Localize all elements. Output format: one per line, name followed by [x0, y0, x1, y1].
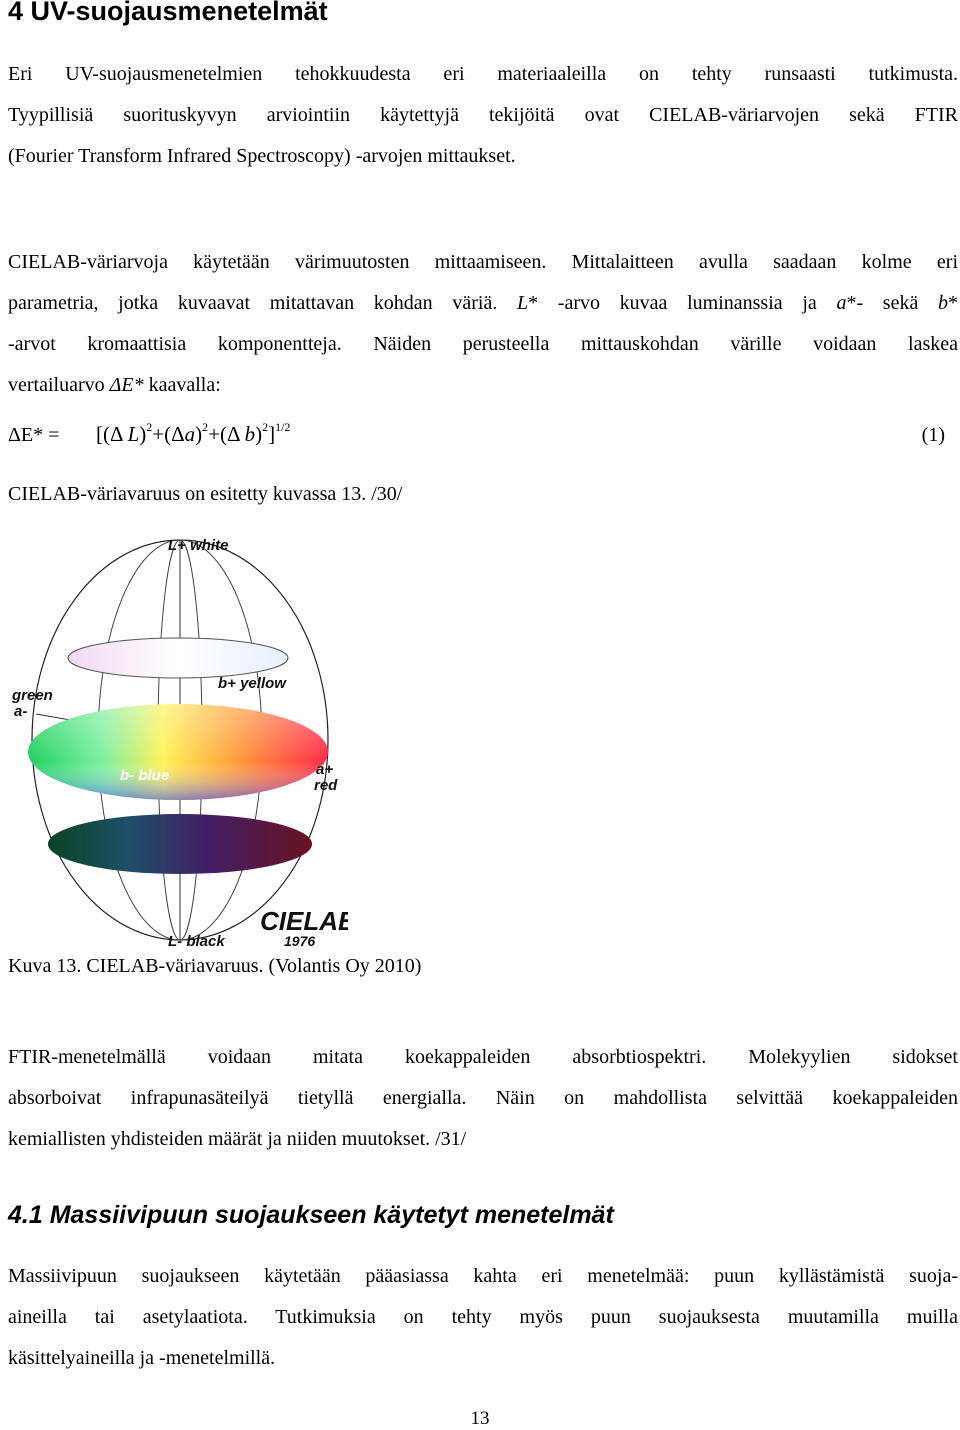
eq-exp-1: 2 [146, 420, 153, 434]
cielab-line-1: CIELAB-väriarvoja käytetään värimuutosten mittaamiseen. Mittalaitteen avulla saadaan kolme eri [8, 251, 958, 273]
intro-line-1: Eri UV-suojausmenetelmien tehokkuudesta eri materiaaleilla on tehty runsaasti tutkimusta. [8, 63, 958, 85]
cielab-line-4 [8, 365, 958, 406]
massiivi-line-1: Massiivipuun suojaukseen käytetään pääasiassa kahta eri menetelmää: puun kyllästämistä suoja- [8, 1265, 958, 1287]
intro-paragraph [8, 54, 958, 177]
cielab-sphere-illustration [8, 526, 348, 950]
top-disc [68, 638, 288, 678]
section-heading: 4 UV-suojausmenetelmät [8, 0, 328, 26]
label-green: green [12, 687, 53, 704]
equation-number: (1) [921, 424, 945, 446]
eq-plus-1: +(Δ [152, 422, 185, 446]
eq-b: b [244, 422, 256, 446]
label-l-minus-black: L- black [168, 933, 225, 950]
equation-lhs: ΔE* = [8, 424, 60, 446]
cielab-figure [8, 526, 348, 950]
equation-formula [96, 420, 290, 447]
cielab-logo-title: CIELAB [260, 906, 348, 936]
ftir-line-2: absorboivat infrapunasäteilyä tietyllä energialla. Näin on mahdollista selvittää koekappaleiden [8, 1087, 958, 1109]
cielab-line-2-text-b: * -arvo kuvaa luminanssia ja [528, 292, 837, 314]
page-number: 13 [470, 1408, 490, 1429]
ftir-line-1: FTIR-menetelmällä voidaan mitata koekappaleiden absorbtiospektri. Molekyylien sidokset [8, 1046, 958, 1068]
eq-close-1: ) [139, 422, 147, 446]
eq-exp-half: 1/2 [275, 420, 291, 434]
symbol-a: a [836, 292, 847, 314]
figure-intro-line: CIELAB-väriavaruus on esitetty kuvassa 13. /30/ [8, 483, 403, 505]
intro-line-2: Tyypillisiä suorituskyvyn arviointiin käytettyjä tekijöitä ovat CIELAB-väriarvojen sekä FTIR [8, 104, 958, 126]
eq-open: [(Δ [96, 422, 128, 446]
massiivi-line-3: käsittelyaineilla ja -menetelmillä. [8, 1347, 276, 1369]
massiivi-line-2: aineilla tai asetylaatiota. Tutkimuksia on tehty myös puun suojauksesta muutamilla muilla [8, 1306, 958, 1328]
symbol-delta-e: ΔE* [109, 374, 144, 396]
cielab-paragraph [8, 242, 958, 406]
lower-disc-shade [48, 814, 312, 874]
eq-a: a [184, 422, 196, 446]
intro-line-3: (Fourier Transform Infrared Spectroscopy) -arvojen mittaukset. [8, 145, 516, 167]
eq-exp-2: 2 [202, 420, 209, 434]
ftir-line-3: kemiallisten yhdisteiden määrät ja niiden muutokset. /31/ [8, 1128, 467, 1150]
cielab-line-2-text-d: * [948, 292, 959, 314]
eq-L: L [127, 422, 140, 446]
label-a-minus: a- [14, 703, 28, 720]
eq-plus-2: +(Δ [208, 422, 245, 446]
cielab-line-3: -arvot kromaattisia komponentteja. Näiden perusteella mittauskohdan värille voidaan laskea [8, 333, 958, 355]
cielab-line-2 [8, 283, 958, 324]
symbol-L: L [517, 292, 529, 314]
eq-close-2: ) [195, 422, 203, 446]
eq-close-3: ) [255, 422, 263, 446]
equation-1 [8, 418, 945, 462]
eq-exp-3: 2 [262, 420, 269, 434]
subsection-heading: 4.1 Massiivipuun suojaukseen käytetyt menetelmät [8, 1201, 614, 1229]
cielab-line-2-text-c: *- sekä [846, 292, 939, 314]
cielab-line-4-text-b: kaavalla: [143, 374, 221, 396]
label-l-plus-white: L+ white [168, 537, 229, 554]
cielab-logo-year: 1976 [284, 933, 316, 949]
figure-caption: Kuva 13. CIELAB-väriavaruus. (Volantis Oy 2010) [8, 955, 422, 977]
massiivi-paragraph [8, 1256, 958, 1379]
middle-disc-shade [28, 704, 328, 800]
figure-intro-paragraph [8, 474, 958, 515]
label-b-minus-blue: b- blue [120, 767, 170, 784]
label-a-plus: a+ [316, 761, 334, 778]
label-b-plus-yellow: b+ yellow [218, 675, 286, 692]
cielab-line-2-text-a: parametria, jotka kuvaavat mitattavan kohdan väriä. [8, 292, 517, 314]
ftir-paragraph [8, 1037, 958, 1160]
eq-end: ] [268, 422, 276, 446]
cielab-line-4-text-a: vertailuarvo [8, 374, 110, 396]
label-red: red [314, 777, 338, 794]
symbol-b: b [938, 292, 949, 314]
